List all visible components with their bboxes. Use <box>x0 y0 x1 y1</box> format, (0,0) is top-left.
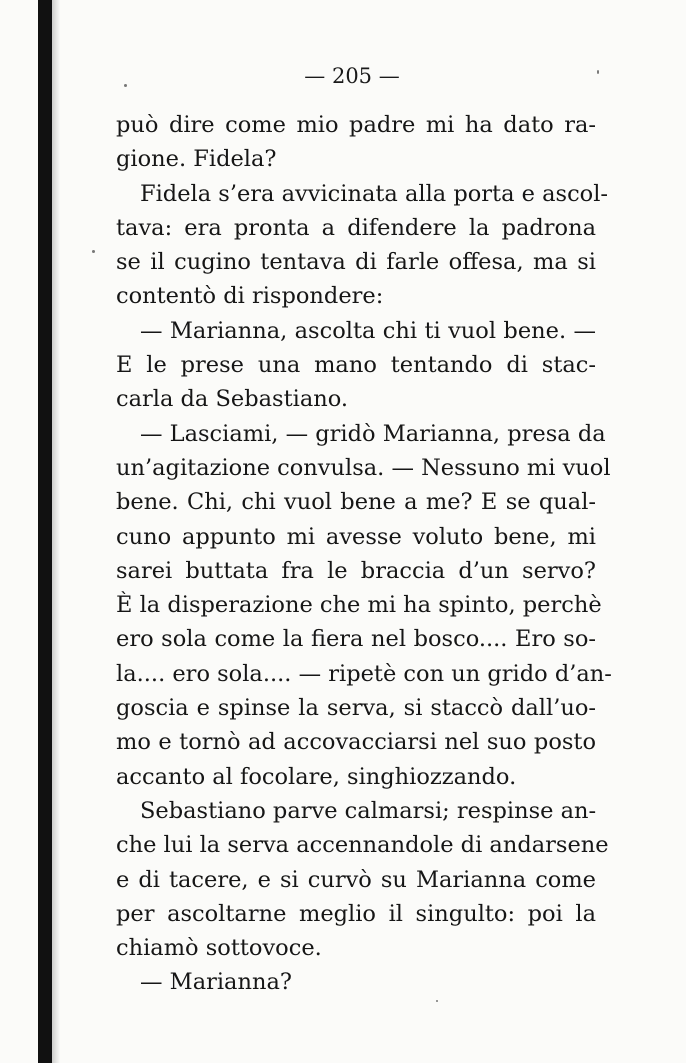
text-line: tava: era pronta a difendere la padrona <box>116 214 596 241</box>
text-line: può dire come mio padre mi ha dato ra- <box>116 112 596 138</box>
text-line: accanto al focolare, singhiozzando. <box>116 763 517 790</box>
text-line: per ascoltarne meglio il singulto: poi la <box>116 900 596 927</box>
paper-speck <box>597 70 599 74</box>
text-line: Sebastiano parve calmarsi; respinse an- <box>140 797 597 824</box>
page-number: — 205 — <box>304 64 400 88</box>
text-line: che lui la serva accennandole di andarsene <box>116 832 609 859</box>
body-text <box>116 108 612 1000</box>
text-line: carla da Sebastiano. <box>116 386 349 413</box>
text-line: gione. Fidela? <box>116 146 277 173</box>
binding-shadow <box>52 0 60 1063</box>
text-line: E le prese una mano tentando di stac- <box>116 352 596 379</box>
text-line: — Lasciami, — gridò Marianna, presa da <box>140 420 606 447</box>
text-line: — Marianna, ascolta chi ti vuol bene. — <box>140 317 596 344</box>
text-line: chiamò sottovoce. <box>116 935 322 962</box>
paper-speck <box>436 1000 438 1002</box>
text-line: goscia e spinse la serva, si staccò dall’uo- <box>116 695 596 722</box>
text-line: e di tacere, e si curvò su Marianna come <box>116 866 596 893</box>
text-line: la.... ero sola.... — ripetè con un grido d’an- <box>116 660 612 687</box>
paper-speck <box>124 84 127 87</box>
text-line: ero sola come la fiera nel bosco.... Ero so- <box>116 626 596 653</box>
text-line: un’agitazione convulsa. — Nessuno mi vuol <box>116 454 611 481</box>
text-line: mo e tornò ad accovacciarsi nel suo posto <box>116 729 596 756</box>
text-line: sarei buttata fra le braccia d’un servo? <box>116 557 596 584</box>
text-line: — Marianna? <box>140 969 292 996</box>
paper-speck <box>92 250 95 253</box>
text-line: contentò di rispondere: <box>116 283 384 310</box>
page-binding-edge <box>38 0 52 1063</box>
text-line: se il cugino tentava di farle offesa, ma si <box>116 249 596 276</box>
text-line: bene. Chi, chi vuol bene a me? E se qual- <box>116 489 596 516</box>
text-line: È la disperazione che mi ha spinto, perchè <box>116 592 602 619</box>
text-line: Fidela s’era avvicinata alla porta e ascol- <box>140 180 609 207</box>
text-line: cuno appunto mi avesse voluto bene, mi <box>116 523 596 550</box>
